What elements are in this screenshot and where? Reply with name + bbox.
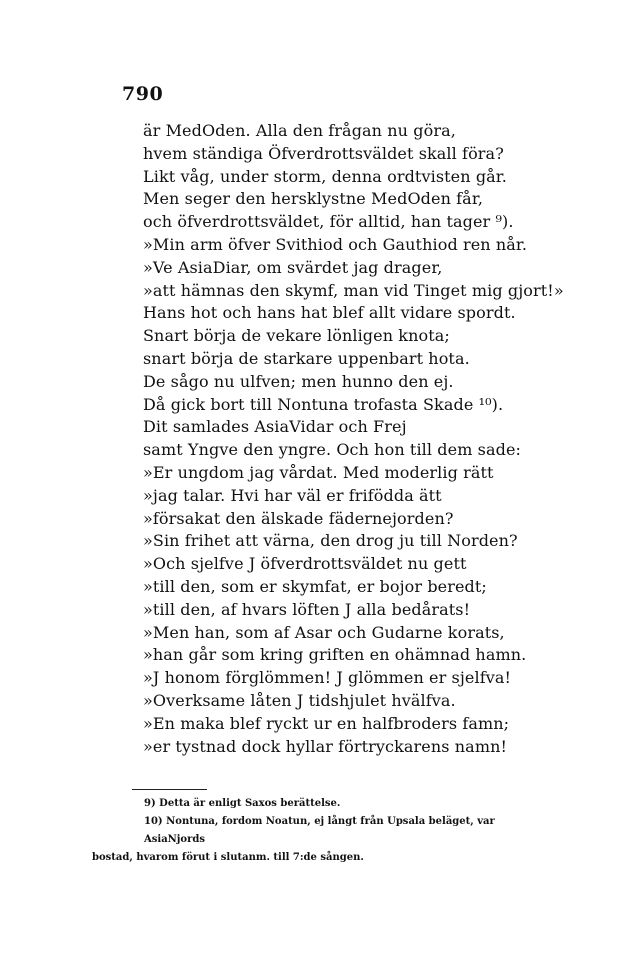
verse-line: »till den, som er skymfat, er bojor beredt; [143, 576, 487, 596]
verse-line: »han går som kring griften en ohämnad hamn. [143, 645, 527, 665]
verse-line: »Ve AsiaDiar, om svärdet jag drager, [143, 257, 443, 277]
verse-line: »försakat den älskade fädernejorden? [143, 508, 454, 528]
verse-line: »jag talar. Hvi har väl er friföddа ätt [143, 485, 442, 505]
verse-line: »Sin frihet att värna, den drog ju till Norden? [143, 531, 518, 551]
verse-line: Hans hot och hans hat blef allt vidare spordt. [143, 303, 516, 323]
poem-verse [143, 120, 564, 758]
footnote-9: 9) Detta är enligt Saxos berättelse. [144, 798, 341, 809]
verse-line: samt Yngve den yngre. Och hon till dem sade: [143, 440, 522, 460]
verse-line: »En maka blef ryckt ur en halfbroders famn; [143, 713, 510, 733]
verse-line: »er tystnad dock hyllar förtryckarens namn! [143, 736, 508, 756]
verse-line: »J honom förglömmen! J glömmen er sjelfva! [143, 668, 512, 688]
verse-line: Då gick bort till Nontuna trofasta Skade ¹⁰). [143, 394, 504, 414]
verse-line: »Min arm öfver Svithiod och Gauthiod ren når. [143, 234, 528, 254]
verse-line: De sågo nu ulfven; men hunno den ej. [143, 371, 454, 391]
verse-line: »till den, af hvars löften J alla bedårats! [143, 599, 471, 619]
page-number: 790 [122, 83, 164, 105]
footnote-10: 10) Nontuna, fordom Noatun, ej långt från Upsala beläget, var AsiaNjords [144, 816, 495, 845]
verse-line: »att hämnas den skymf, man vid Tinget mig gjort!» [143, 280, 564, 300]
verse-line: Men seger den hersklystne MedOden får, [143, 189, 484, 209]
verse-line: Snart börja de vekare lönligen knota; [143, 326, 450, 346]
verse-line: »Er ungdom jag vårdat. Med moderlig rätt [143, 462, 494, 482]
footnotes [92, 795, 524, 867]
footnote-10-continuation: bostad, hvarom förut i slutanm. till 7:de sången. [92, 852, 364, 863]
verse-line: snart börja de starkare uppenbart hota. [143, 348, 470, 368]
verse-line: är MedOden. Alla den frågan nu göra, [143, 121, 456, 140]
verse-line: »Och sjelfve J öfverdrottsväldet nu gett [143, 554, 467, 574]
verse-line: »Men han, som af Asar och Gudarne korats, [143, 622, 505, 642]
verse-line: Dit samlades AsiaVidar och Frej [143, 417, 407, 437]
verse-line: och öfverdrottsväldet, för alltid, han tager ⁹). [143, 212, 514, 232]
footnote-divider [132, 789, 207, 790]
verse-line: hvem ständiga Öfverdrottsväldet skall föra? [143, 143, 504, 163]
verse-line: »Overksame låten J tidshjulet hvälfva. [143, 690, 456, 710]
verse-line: Likt våg, under storm, denna ordtvisten går. [143, 166, 507, 186]
